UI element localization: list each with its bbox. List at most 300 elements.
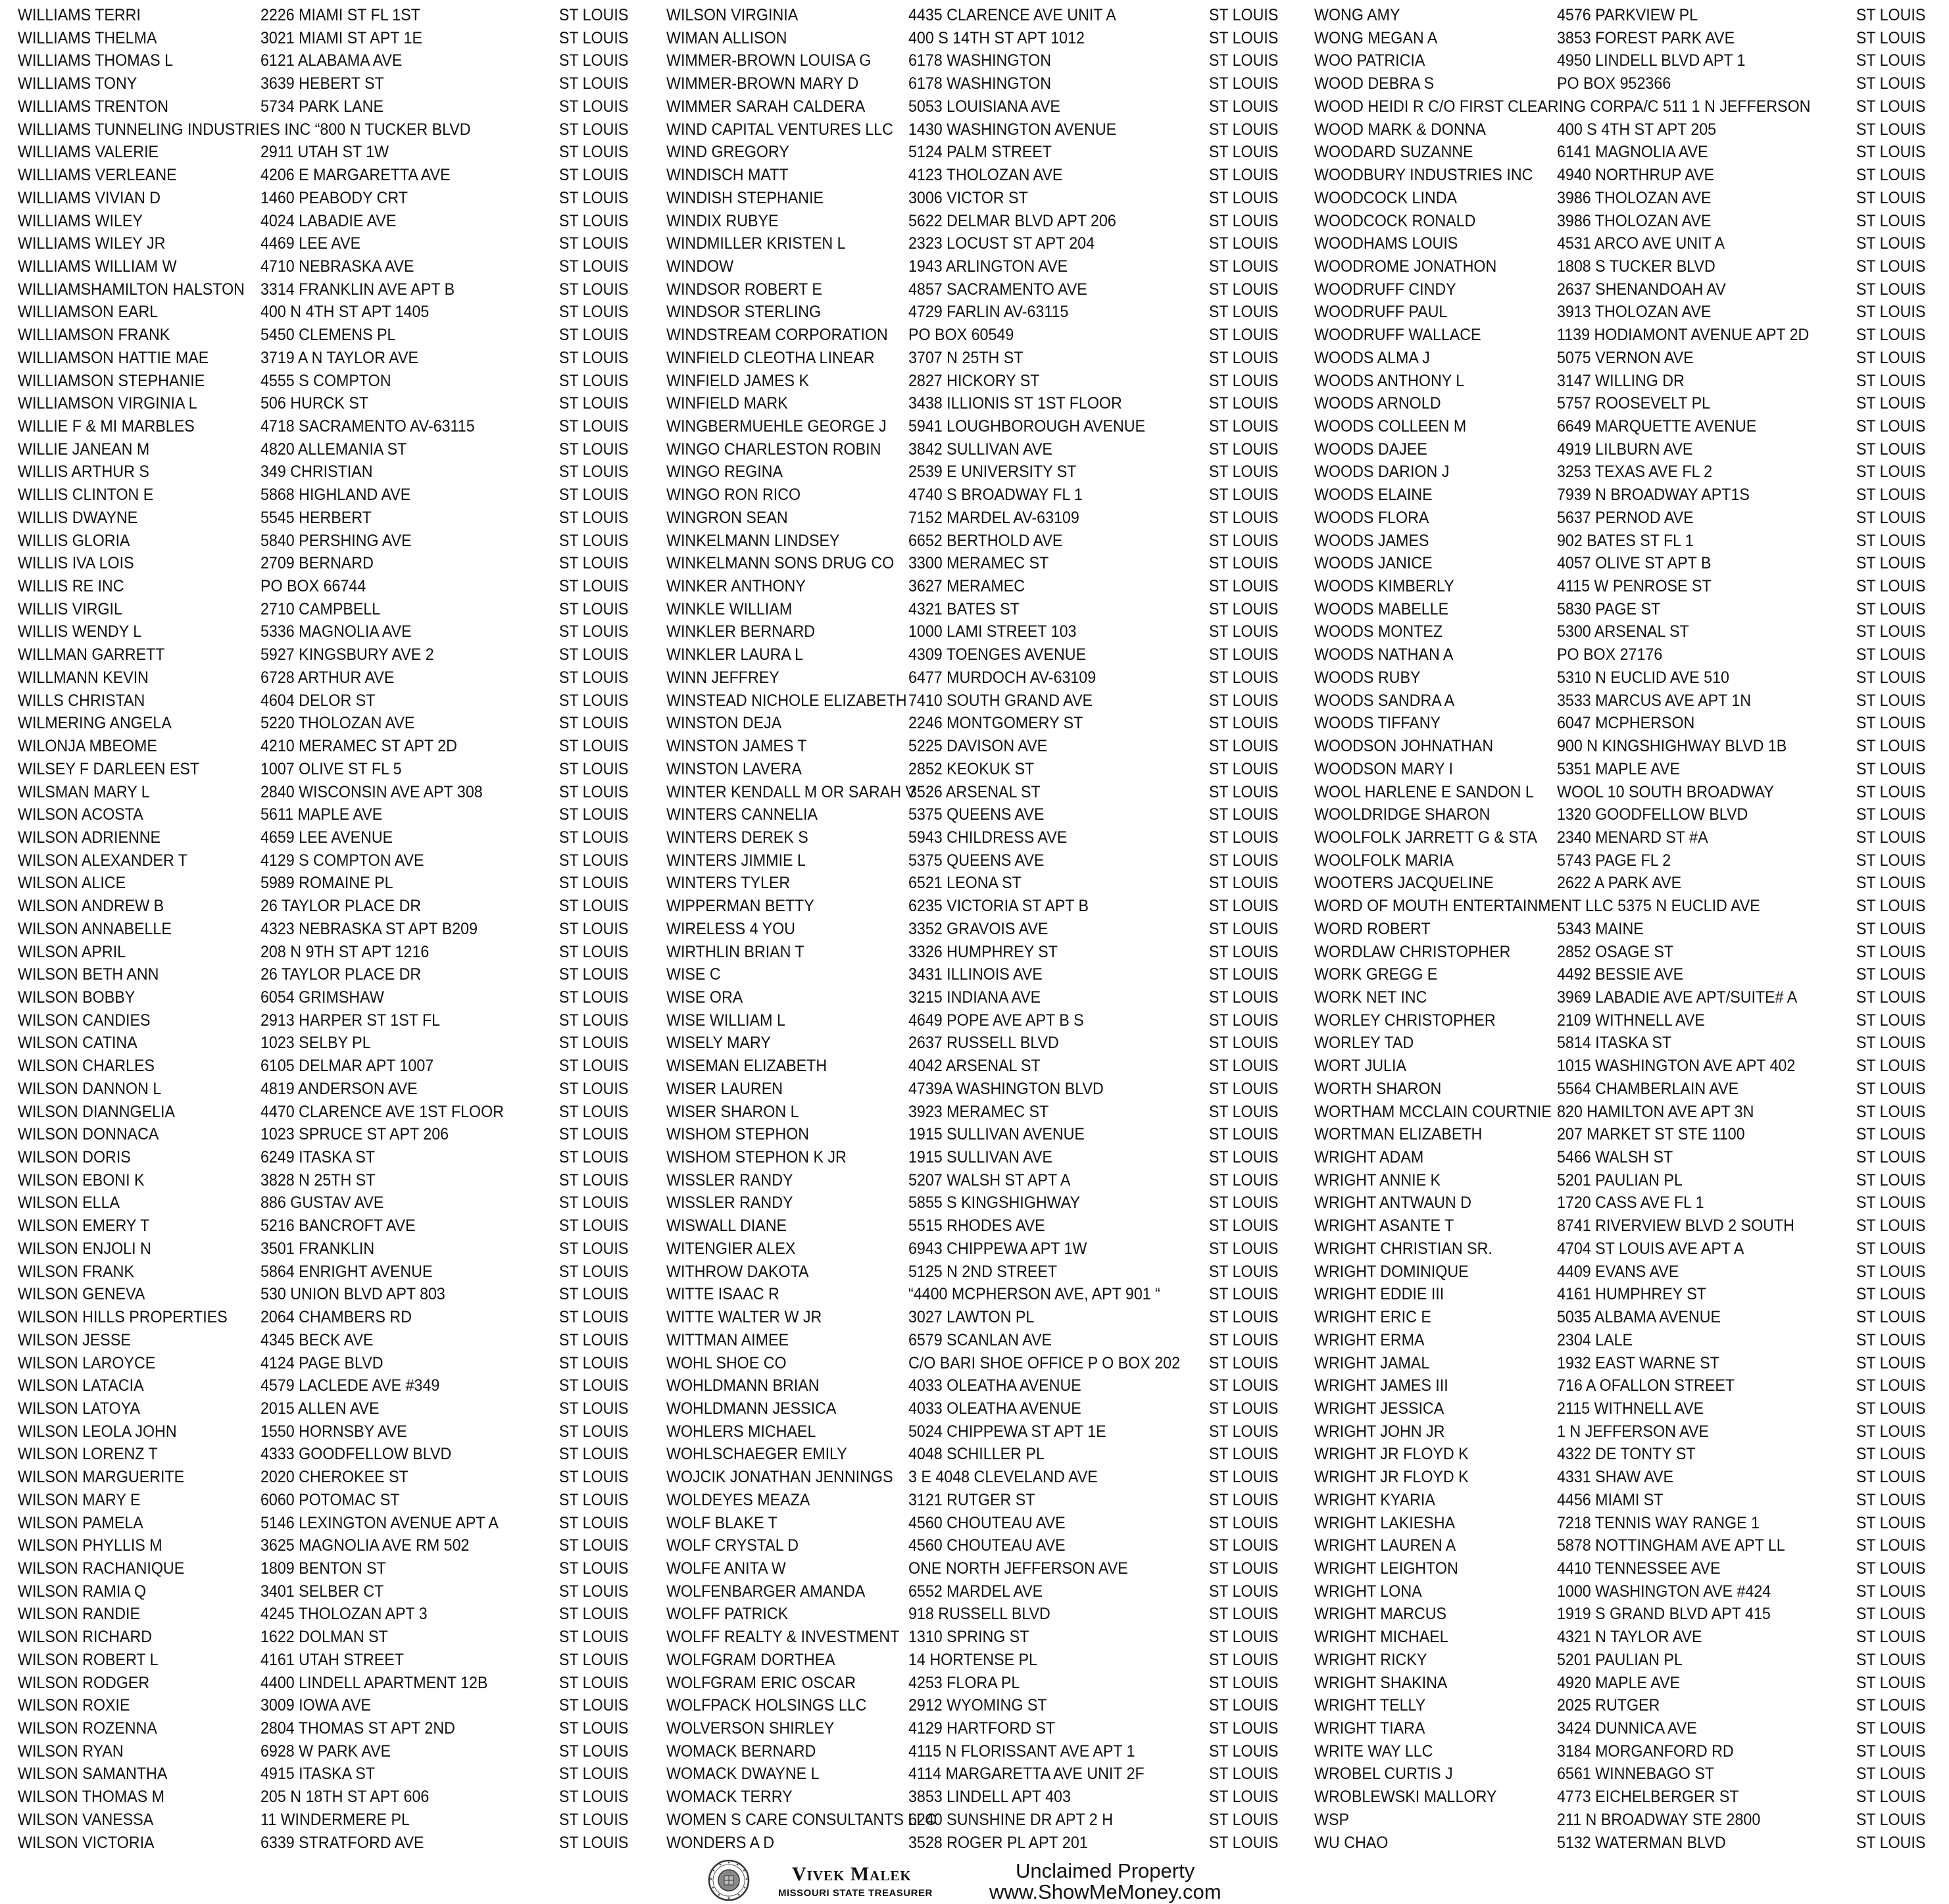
listing-entry: [1314, 1032, 1949, 1055]
owner-city: ST LOUIS: [1208, 1786, 1278, 1809]
owner-city: ST LOUIS: [1855, 232, 1925, 255]
listing-entry: [1314, 210, 1949, 233]
owner-city: ST LOUIS: [1855, 963, 1925, 986]
listing-entry: [1314, 461, 1949, 484]
owner-address: 26 TAYLOR PLACE DR: [260, 897, 422, 916]
owner-name: WINDSOR ROBERT E: [666, 280, 822, 299]
owner-name: WOODCOCK RONALD: [1314, 211, 1476, 230]
owner-address: 5830 PAGE ST: [1557, 599, 1661, 618]
owner-city: ST LOUIS: [1855, 918, 1925, 941]
program-name: Unclaimed Property: [1016, 1859, 1195, 1882]
listing-entry: [1314, 1283, 1949, 1306]
owner-address: 6178 WASHINGTON: [908, 74, 1052, 93]
owner-name: WILSON CHARLES: [18, 1057, 155, 1076]
listing-entry: [18, 895, 649, 918]
owner-city: ST LOUIS: [1855, 1397, 1925, 1420]
owner-city: ST LOUIS: [1855, 164, 1925, 187]
listing-entry: [1314, 598, 1949, 621]
owner-name: WOOD DEBRA S: [1314, 74, 1435, 93]
owner-address: 4659 LEE AVENUE: [260, 828, 393, 847]
owner-city: ST LOUIS: [558, 758, 628, 781]
owner-address: 3253 TEXAS AVE FL 2: [1557, 463, 1713, 482]
listing-entry: [18, 278, 649, 301]
owner-address: 4331 SHAW AVE: [1557, 1468, 1674, 1487]
owner-name: WILSON MARGUERITE: [18, 1468, 185, 1487]
listing-entry: [1314, 872, 1949, 895]
owner-address: 4456 MIAMI ST: [1557, 1490, 1664, 1509]
listing-entry: [666, 963, 1298, 986]
owner-name: WILSON EMERY T: [18, 1216, 150, 1236]
owner-city: ST LOUIS: [1208, 1374, 1278, 1397]
listing-entry: [18, 1717, 649, 1740]
owner-city: ST LOUIS: [1208, 370, 1278, 393]
owner-name: WOMEN S CARE CONSULTANTS LLC: [666, 1810, 936, 1829]
owner-address: 1310 SPRING ST: [908, 1628, 1029, 1647]
owner-address: 5622 DELMAR BLVD APT 206: [908, 211, 1116, 230]
listing-entry: [666, 895, 1298, 918]
owner-city: ST LOUIS: [1855, 1009, 1925, 1032]
listing-entry: [666, 1626, 1298, 1649]
listing-entry: [18, 72, 649, 95]
owner-name: WINTERS JIMMIE L: [666, 851, 806, 870]
owner-city: ST LOUIS: [1208, 72, 1278, 95]
owner-name: WOODS ALMA J: [1314, 348, 1430, 367]
owner-city: ST LOUIS: [1208, 620, 1278, 643]
owner-address: 5466 WALSH ST: [1557, 1148, 1673, 1166]
owner-city: ST LOUIS: [1855, 4, 1925, 27]
owner-name: WISWALL DIANE: [666, 1216, 787, 1236]
owner-city: ST LOUIS: [1855, 1123, 1925, 1146]
owner-city: ST LOUIS: [558, 598, 628, 621]
owner-address: 5943 CHILDRESS AVE: [908, 828, 1068, 847]
owner-city: ST LOUIS: [558, 575, 628, 598]
owner-address: 1943 ARLINGTON AVE: [908, 257, 1068, 276]
owner-name: WILLIAMS VERLEANE: [18, 166, 177, 184]
owner-city: ST LOUIS: [1208, 1055, 1278, 1078]
owner-address: 4114 MARGARETTA AVE UNIT 2F: [908, 1765, 1145, 1784]
owner-city: ST LOUIS: [1855, 1672, 1925, 1695]
owner-name: WROBLEWSKI MALLORY: [1314, 1788, 1497, 1807]
owner-address: 3627 MERAMEC: [908, 577, 1025, 595]
owner-name: WILSON RANDIE: [18, 1605, 141, 1624]
owner-address: 8741 RIVERVIEW BLVD 2 SOUTH: [1557, 1216, 1794, 1236]
listing-entry: [18, 781, 649, 804]
listing-entry: [18, 324, 649, 347]
owner-city: ST LOUIS: [558, 1329, 628, 1352]
listing-entry: [666, 255, 1298, 278]
listing-entry: [18, 301, 649, 324]
owner-city: ST LOUIS: [558, 1238, 628, 1261]
listing-entry: [1314, 1626, 1949, 1649]
owner-name: WILLIS DWAYNE: [18, 508, 138, 527]
owner-city: ST LOUIS: [1208, 803, 1278, 826]
listing-entry: [666, 118, 1298, 141]
owner-address: 506 HURCK ST: [260, 394, 369, 413]
listing-entry: [666, 27, 1298, 50]
owner-city: ST LOUIS: [558, 255, 628, 278]
listing-entry: [666, 1672, 1298, 1695]
owner-city: ST LOUIS: [558, 438, 628, 461]
owner-city: ST LOUIS: [1208, 575, 1278, 598]
owner-address: 5878 NOTTINGHAM AVE APT LL: [1557, 1536, 1785, 1555]
owner-name: WILLIAMS VALERIE: [18, 143, 159, 162]
owner-address: 4206 E MARGARETTA AVE: [260, 166, 451, 184]
owner-name: WOODS ARNOLD: [1314, 394, 1441, 413]
owner-name: WOODSON JOHNATHAN: [1314, 737, 1494, 755]
owner-address: 3526 ARSENAL ST: [908, 782, 1041, 801]
owner-city: ST LOUIS: [1855, 1420, 1925, 1443]
owner-name: WILONJA MBEOME: [18, 737, 157, 755]
owner-name: WOODS ANTHONY L: [1314, 371, 1465, 390]
owner-address: 5201 PAULIAN PL: [1557, 1650, 1683, 1669]
owner-name: WISER SHARON L: [666, 1102, 799, 1121]
owner-address: 7939 N BROADWAY APT1S: [1557, 486, 1750, 505]
owner-name: WOOLFOLK MARIA: [1314, 851, 1454, 870]
listing-entry: [666, 1352, 1298, 1375]
listing-entry: [666, 781, 1298, 804]
listing-entry: [18, 415, 649, 438]
owner-city: ST LOUIS: [1855, 620, 1925, 643]
listing-entry: [18, 643, 649, 666]
listing-entry: [18, 1763, 649, 1786]
listing-entry: [666, 986, 1298, 1009]
owner-city: ST LOUIS: [1208, 392, 1278, 415]
listing-entry: [666, 1717, 1298, 1740]
owner-name: WINKLER BERNARD: [666, 622, 816, 641]
listing-entry: [18, 1489, 649, 1512]
owner-city: ST LOUIS: [1208, 1763, 1278, 1786]
owner-name: WORD OF MOUTH ENTERTAINMENT LLC 5375 N EUCLID AVE: [1314, 897, 1760, 916]
listing-entry: [666, 415, 1298, 438]
owner-city: ST LOUIS: [1855, 895, 1925, 918]
owner-name: WOLFF REALTY & INVESTMENT: [666, 1628, 900, 1647]
owner-name: WILLIE JANEAN M: [18, 439, 150, 459]
owner-name: WRIGHT ERMA: [1314, 1330, 1425, 1349]
owner-name: WILSON LAROYCE: [18, 1353, 156, 1372]
owner-address: 3300 MERAMEC ST: [908, 554, 1049, 573]
owner-address: 1808 S TUCKER BLVD: [1557, 257, 1715, 276]
owner-address: 4819 ANDERSON AVE: [260, 1079, 418, 1098]
owner-city: ST LOUIS: [1855, 95, 1925, 118]
owner-city: ST LOUIS: [1855, 210, 1925, 233]
owner-name: WORTH SHARON: [1314, 1079, 1442, 1098]
listing-entry: [18, 1123, 649, 1146]
owner-city: ST LOUIS: [558, 301, 628, 324]
owner-address: 4710 NEBRASKA AVE: [260, 257, 414, 276]
listing-entry: [666, 1466, 1298, 1489]
owner-city: ST LOUIS: [1855, 1557, 1925, 1580]
owner-name: WRIGHT ERIC E: [1314, 1308, 1431, 1326]
owner-address: 4576 PARKVIEW PL: [1557, 6, 1698, 24]
owner-address: 5351 MAPLE AVE: [1557, 759, 1680, 778]
listing-entry: [18, 27, 649, 50]
listing-entry: [666, 1055, 1298, 1078]
owner-address: 3009 IOWA AVE: [260, 1696, 372, 1715]
owner-city: ST LOUIS: [558, 1786, 628, 1809]
owner-address: 2911 UTAH ST 1W: [260, 143, 389, 162]
listing-entry: [1314, 278, 1949, 301]
owner-address: 3986 THOLOZAN AVE: [1557, 188, 1712, 207]
owner-address: 3533 MARCUS AVE APT 1N: [1557, 691, 1752, 710]
owner-address: 6060 POTOMAC ST: [260, 1490, 400, 1509]
owner-address: 4820 ALLEMANIA ST: [260, 439, 407, 459]
owner-name: WOODS DARION J: [1314, 463, 1450, 482]
owner-city: ST LOUIS: [1208, 986, 1278, 1009]
owner-city: ST LOUIS: [1855, 758, 1925, 781]
owner-address: 26 TAYLOR PLACE DR: [260, 965, 422, 984]
owner-city: ST LOUIS: [1855, 803, 1925, 826]
owner-address: 4048 SCHILLER PL: [908, 1445, 1045, 1464]
listing-entry: [18, 392, 649, 415]
owner-name: WINSTEAD NICHOLE ELIZABETH: [666, 691, 907, 710]
listing-entry: [666, 1078, 1298, 1101]
listing-entry: [666, 872, 1298, 895]
owner-city: ST LOUIS: [1208, 1397, 1278, 1420]
listing-entry: [1314, 484, 1949, 507]
owner-city: ST LOUIS: [1208, 530, 1278, 553]
owner-city: ST LOUIS: [1855, 1055, 1925, 1078]
owner-city: ST LOUIS: [558, 1534, 628, 1557]
owner-name: WRIGHT RICKY: [1314, 1650, 1427, 1669]
listing-entry: [18, 1352, 649, 1375]
owner-name: WONDERS A D: [666, 1833, 775, 1852]
owner-address: 1000 LAMI STREET 103: [908, 622, 1077, 641]
owner-address: 3401 SELBER CT: [260, 1582, 384, 1601]
owner-address: 886 GUSTAV AVE: [260, 1193, 384, 1213]
listing-entry: [1314, 187, 1949, 210]
owner-address: 5146 LEXINGTON AVENUE APT A: [260, 1513, 499, 1532]
owner-address: 4123 THOLOZAN AVE: [908, 166, 1063, 184]
owner-city: ST LOUIS: [558, 141, 628, 164]
owner-address: 5941 LOUGHBOROUGH AVENUE: [908, 417, 1146, 436]
owner-address: 7152 MARDEL AV-63109: [908, 508, 1079, 527]
listing-entry: [1314, 849, 1949, 872]
owner-city: ST LOUIS: [558, 324, 628, 347]
owner-address: 5611 MAPLE AVE: [260, 805, 383, 824]
owner-name: WONG AMY: [1314, 6, 1400, 24]
owner-address: 530 UNION BLVD APT 803: [260, 1285, 445, 1304]
owner-city: ST LOUIS: [1855, 986, 1925, 1009]
owner-city: ST LOUIS: [558, 963, 628, 986]
owner-city: ST LOUIS: [1855, 1466, 1925, 1489]
owner-address: 2710 CAMPBELL: [260, 599, 381, 618]
owner-name: WILSON ACOSTA: [18, 805, 143, 824]
owner-address: 4492 BESSIE AVE: [1557, 965, 1684, 984]
listing-entry: [18, 712, 649, 735]
listing-entry: [666, 575, 1298, 598]
owner-address: 6928 W PARK AVE: [260, 1741, 391, 1761]
owner-address: 1550 HORNSBY AVE: [260, 1422, 407, 1441]
owner-city: ST LOUIS: [1855, 1626, 1925, 1649]
owner-name: WILSON ANDREW B: [18, 897, 164, 916]
owner-address: 4915 ITASKA ST: [260, 1765, 376, 1784]
owner-name: WRIGHT MARCUS: [1314, 1605, 1447, 1624]
owner-name: WILSON RICHARD: [18, 1628, 153, 1647]
owner-name: WILSON ALICE: [18, 874, 126, 893]
owner-address: 4940 NORTHRUP AVE: [1557, 166, 1715, 184]
owner-address: 400 N 4TH ST APT 1405: [260, 303, 430, 322]
listing-entry: [1314, 370, 1949, 393]
owner-address: 3923 MERAMEC ST: [908, 1102, 1049, 1121]
owner-name: WILSON GENEVA: [18, 1285, 145, 1304]
listing-entry: [1314, 1786, 1949, 1809]
listing-entry: [18, 849, 649, 872]
listing-entry: [1314, 689, 1949, 713]
listing-entry: [666, 4, 1298, 27]
owner-name: WRIGHT MICHAEL: [1314, 1628, 1448, 1647]
listing-entry: [666, 1580, 1298, 1603]
owner-name: WINKELMANN SONS DRUG CO: [666, 554, 895, 573]
owner-address: 2852 OSAGE ST: [1557, 942, 1674, 961]
owner-city: ST LOUIS: [1208, 232, 1278, 255]
listing-entry: [18, 1009, 649, 1032]
owner-address: 205 N 18TH ST APT 606: [260, 1788, 430, 1807]
owner-name: WILSON FRANK: [18, 1262, 134, 1281]
owner-address: 5132 WATERMAN BLVD: [1557, 1833, 1726, 1852]
owner-city: ST LOUIS: [1208, 1603, 1278, 1626]
owner-name: WRIGHT KYARIA: [1314, 1490, 1435, 1509]
owner-name: WORK NET INC: [1314, 988, 1427, 1007]
listing-entry: [1314, 986, 1949, 1009]
owner-address: 1720 CASS AVE FL 1: [1557, 1193, 1704, 1213]
owner-address: 2226 MIAMI ST FL 1ST: [260, 6, 420, 24]
owner-city: ST LOUIS: [1855, 530, 1925, 553]
owner-address: 3326 HUMPHREY ST: [908, 942, 1058, 961]
owner-address: 4161 UTAH STREET: [260, 1650, 404, 1669]
owner-city: ST LOUIS: [558, 1215, 628, 1238]
listing-entry: [18, 826, 649, 849]
listing-entry: [18, 1603, 649, 1626]
listing-entry: [666, 1146, 1298, 1169]
owner-city: ST LOUIS: [1208, 27, 1278, 50]
owner-address: 4555 S COMPTON: [260, 371, 391, 390]
owner-name: WILSON JESSE: [18, 1330, 131, 1349]
listing-entry: [18, 598, 649, 621]
listing-entry: [18, 1078, 649, 1101]
owner-address: 902 BATES ST FL 1: [1557, 531, 1694, 550]
listing-entry: [666, 1694, 1298, 1717]
owner-city: ST LOUIS: [558, 187, 628, 210]
owner-address: 5515 RHODES AVE: [908, 1216, 1045, 1236]
owner-city: ST LOUIS: [1208, 1078, 1278, 1101]
listing-entry: [666, 324, 1298, 347]
owner-name: WU CHAO: [1314, 1833, 1389, 1852]
listing-entry: [18, 118, 649, 141]
owner-name: WOMACK BERNARD: [666, 1741, 816, 1761]
owner-city: ST LOUIS: [558, 507, 628, 530]
owner-city: ST LOUIS: [1208, 95, 1278, 118]
owner-name: WOODS NATHAN A: [1314, 645, 1454, 664]
owner-city: ST LOUIS: [1208, 666, 1278, 689]
listing-entry: [1314, 1055, 1949, 1078]
listing-entry: [666, 1238, 1298, 1261]
owner-name: WILSON ELLA: [18, 1193, 120, 1213]
owner-address: 2913 HARPER ST 1ST FL: [260, 1011, 441, 1030]
owner-address: 5840 PERSHING AVE: [260, 531, 412, 550]
listing-entry: [18, 210, 649, 233]
owner-city: ST LOUIS: [1208, 712, 1278, 735]
listing-entry: [666, 95, 1298, 118]
listing-entry: [666, 1009, 1298, 1032]
listing-entry: [666, 1191, 1298, 1215]
listing-entry: [18, 1694, 649, 1717]
owner-address: 4333 GOODFELLOW BLVD: [260, 1445, 452, 1464]
owner-city: ST LOUIS: [1208, 1169, 1278, 1192]
owner-city: ST LOUIS: [1855, 255, 1925, 278]
owner-name: WILLIE F & MI MARBLES: [18, 417, 195, 436]
owner-city: ST LOUIS: [1855, 1694, 1925, 1717]
owner-name: WSP: [1314, 1810, 1349, 1829]
owner-city: ST LOUIS: [1855, 392, 1925, 415]
owner-city: ST LOUIS: [558, 1649, 628, 1672]
listing-entry: [18, 1512, 649, 1535]
owner-name: WILSON BOBBY: [18, 988, 136, 1007]
listing-entry: [1314, 963, 1949, 986]
owner-name: WINKLE WILLIAM: [666, 599, 793, 618]
listing-entry: [666, 666, 1298, 689]
listing-entry: [1314, 324, 1949, 347]
owner-name: WORLEY CHRISTOPHER: [1314, 1011, 1496, 1030]
owner-address: 1000 WASHINGTON AVE #424: [1557, 1582, 1771, 1601]
listing-entry: [18, 141, 649, 164]
listing-entry: [18, 666, 649, 689]
listing-entry: [666, 1832, 1298, 1855]
owner-name: WOODS MONTEZ: [1314, 622, 1443, 641]
owner-address: 5024 CHIPPEWA ST APT 1E: [908, 1422, 1106, 1441]
owner-name: WRIGHT EDDIE III: [1314, 1285, 1444, 1304]
listing-entry: [1314, 1123, 1949, 1146]
owner-city: ST LOUIS: [1855, 575, 1925, 598]
listing-entry: [18, 507, 649, 530]
owner-address: 4531 ARCO AVE UNIT A: [1557, 234, 1725, 253]
program-url[interactable]: www.ShowMeMoney.com: [989, 1880, 1221, 1903]
owner-name: WINN JEFFREY: [666, 668, 779, 687]
owner-city: ST LOUIS: [1208, 1512, 1278, 1535]
owner-address: 4033 OLEATHA AVENUE: [908, 1376, 1081, 1395]
owner-city: ST LOUIS: [1208, 49, 1278, 72]
owner-city: ST LOUIS: [1855, 118, 1925, 141]
listing-entry: [1314, 941, 1949, 964]
listing-entry: [1314, 530, 1949, 553]
listing-entry: [1314, 1443, 1949, 1466]
owner-city: ST LOUIS: [1855, 1261, 1925, 1284]
owner-name: WRIGHT LAKIESHA: [1314, 1513, 1456, 1532]
listing-entry: [1314, 781, 1949, 804]
owner-city: ST LOUIS: [558, 826, 628, 849]
owner-name: WINTERS CANNELIA: [666, 805, 818, 824]
listing-entry: [666, 849, 1298, 872]
owner-name: WOLFF PATRICK: [666, 1605, 789, 1624]
owner-city: ST LOUIS: [1208, 1032, 1278, 1055]
owner-address: 5814 ITASKA ST: [1557, 1034, 1672, 1053]
owner-address: 6240 SUNSHINE DR APT 2 H: [908, 1810, 1113, 1829]
owner-city: ST LOUIS: [1855, 1238, 1925, 1261]
owner-address: 6652 BERTHOLD AVE: [908, 531, 1063, 550]
listing-entry: [1314, 438, 1949, 461]
owner-city: ST LOUIS: [1208, 1489, 1278, 1512]
owner-address: 4560 CHOUTEAU AVE: [908, 1513, 1066, 1532]
owner-name: WILLIAMS WILEY JR: [18, 234, 166, 253]
owner-address: 5375 QUEENS AVE: [908, 805, 1045, 824]
owner-city: ST LOUIS: [1855, 438, 1925, 461]
owner-city: ST LOUIS: [1208, 1123, 1278, 1146]
listing-entry: [18, 1443, 649, 1466]
owner-city: ST LOUIS: [558, 1763, 628, 1786]
owner-name: WILSON PHYLLIS M: [18, 1536, 162, 1555]
owner-city: ST LOUIS: [558, 1489, 628, 1512]
owner-city: ST LOUIS: [1855, 1329, 1925, 1352]
listing-entry: [1314, 27, 1949, 50]
